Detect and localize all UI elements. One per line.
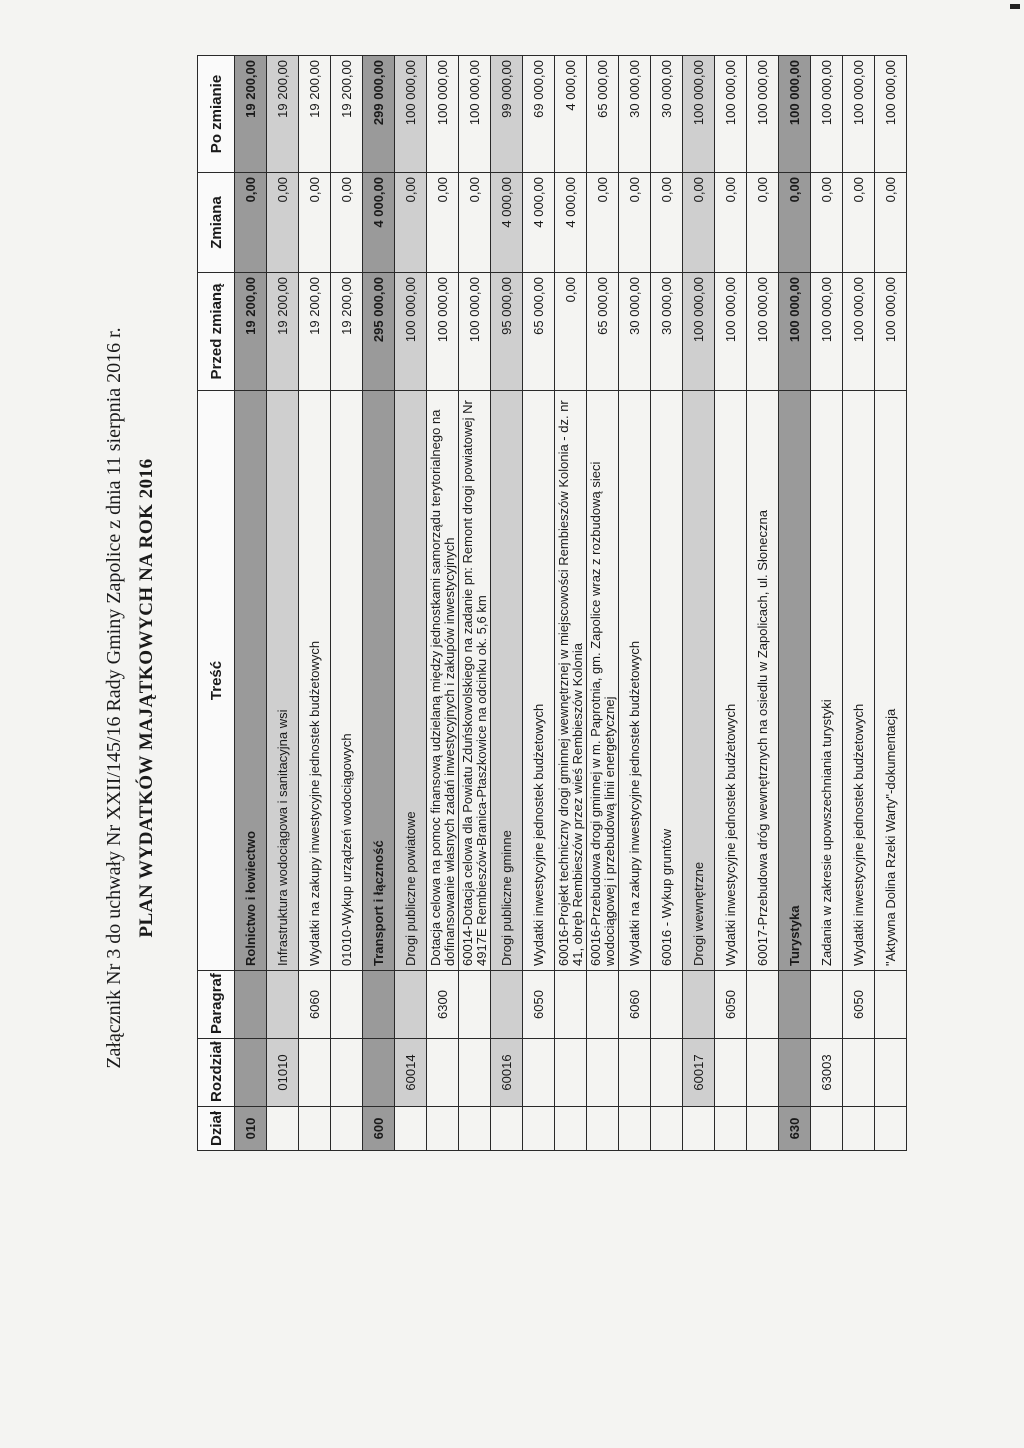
cell-dzial (267, 1107, 299, 1151)
cell-tresc: Zadania w zakresie upowszechniania turystyki (811, 391, 843, 971)
cell-zmiana: 0,00 (235, 173, 267, 273)
cell-tresc: 60014-Dotacja celowa dla Powiatu Zduńskowolskiego na zadanie pn: Remont drogi powiatowej Nr 4917E Rembieszów-Branica-Ptaszkowice na odcinku ok. 5,6 km (459, 391, 491, 971)
cell-dzial (651, 1107, 683, 1151)
cell-po-zmianie: 30 000,00 (619, 56, 651, 173)
table-row (555, 56, 587, 1151)
cell-zmiana: 4 000,00 (363, 173, 395, 273)
cell-po-zmianie: 69 000,00 (523, 56, 555, 173)
cell-rozdzial (715, 1039, 747, 1107)
cell-zmiana: 0,00 (651, 173, 683, 273)
cell-przed-zmiana: 295 000,00 (363, 273, 395, 391)
cell-przed-zmiana: 19 200,00 (235, 273, 267, 391)
cell-tresc: Drogi wewnętrzne (683, 391, 715, 971)
cell-tresc: Transport i łączność (363, 391, 395, 971)
cell-przed-zmiana: 100 000,00 (811, 273, 843, 391)
cell-dzial (299, 1107, 331, 1151)
cell-tresc: Dotacja celowa na pomoc finansową udzielaną między jednostkami samorządu terytorialnego na dofinansowanie własnych zadań inwestycyjnych i zakupów inwestycyjnych (427, 391, 459, 971)
cell-dzial (619, 1107, 651, 1151)
cell-zmiana: 4 000,00 (491, 173, 523, 273)
cell-zmiana: 0,00 (619, 173, 651, 273)
table-row-chapter (267, 56, 299, 1151)
cell-paragraf (235, 971, 267, 1039)
cell-zmiana: 0,00 (587, 173, 619, 273)
cell-paragraf (651, 971, 683, 1039)
cell-paragraf (555, 971, 587, 1039)
cell-zmiana: 0,00 (683, 173, 715, 273)
cell-przed-zmiana: 100 000,00 (843, 273, 875, 391)
cell-po-zmianie: 19 200,00 (235, 56, 267, 173)
cell-po-zmianie: 100 000,00 (715, 56, 747, 173)
cell-rozdzial (651, 1039, 683, 1107)
cell-paragraf (683, 971, 715, 1039)
cell-tresc: Wydatki na zakupy inwestycyjne jednostek budżetowych (299, 391, 331, 971)
table-row-chapter (683, 56, 715, 1151)
table-row (811, 56, 843, 1151)
plan-title: PLAN WYDATKÓW MAJĄTKOWYCH NA ROK 2016 (136, 458, 157, 938)
cell-po-zmianie: 299 000,00 (363, 56, 395, 173)
cell-paragraf (363, 971, 395, 1039)
cell-rozdzial: 63003 (811, 1039, 843, 1107)
table-row (587, 56, 619, 1151)
table-row (747, 56, 779, 1151)
cell-przed-zmiana: 0,00 (555, 273, 587, 391)
cell-po-zmianie: 99 000,00 (491, 56, 523, 173)
cell-przed-zmiana: 100 000,00 (459, 273, 491, 391)
cell-paragraf (491, 971, 523, 1039)
cell-po-zmianie: 100 000,00 (747, 56, 779, 173)
cell-zmiana: 4 000,00 (523, 173, 555, 273)
cell-zmiana: 0,00 (779, 173, 811, 273)
cell-przed-zmiana: 19 200,00 (267, 273, 299, 391)
cell-paragraf: 6050 (523, 971, 555, 1039)
cell-dzial (843, 1107, 875, 1151)
cell-rozdzial (331, 1039, 363, 1107)
column-header-zmiana: Zmiana (198, 173, 235, 273)
column-header-dzial: Dział (198, 1107, 235, 1151)
cell-przed-zmiana: 19 200,00 (299, 273, 331, 391)
cell-dzial (811, 1107, 843, 1151)
cell-tresc: Infrastruktura wodociągowa i sanitacyjna wsi (267, 391, 299, 971)
cell-przed-zmiana: 100 000,00 (427, 273, 459, 391)
cell-paragraf (331, 971, 363, 1039)
cell-zmiana: 0,00 (299, 173, 331, 273)
table-row (619, 56, 651, 1151)
cell-paragraf (779, 971, 811, 1039)
cell-po-zmianie: 19 200,00 (331, 56, 363, 173)
table-row (651, 56, 683, 1151)
column-header-po: Po zmianie (198, 56, 235, 173)
cell-dzial (395, 1107, 427, 1151)
cell-dzial (491, 1107, 523, 1151)
cell-rozdzial (587, 1039, 619, 1107)
cell-rozdzial (779, 1039, 811, 1107)
table-row (843, 56, 875, 1151)
cell-dzial (875, 1107, 907, 1151)
cell-tresc: 60016 - Wykup gruntów (651, 391, 683, 971)
table-row (331, 56, 363, 1151)
cell-zmiana: 0,00 (427, 173, 459, 273)
cell-zmiana: 0,00 (811, 173, 843, 273)
cell-zmiana: 4 000,00 (555, 173, 587, 273)
cell-dzial (747, 1107, 779, 1151)
cell-przed-zmiana: 19 200,00 (331, 273, 363, 391)
table-row-chapter (491, 56, 523, 1151)
cell-przed-zmiana: 100 000,00 (747, 273, 779, 391)
table-row-section (779, 56, 811, 1151)
cell-tresc: Wydatki inwestycyjne jednostek budżetowych (523, 391, 555, 971)
cell-tresc: Drogi publiczne gminne (491, 391, 523, 971)
cell-paragraf (267, 971, 299, 1039)
cell-rozdzial (843, 1039, 875, 1107)
cell-przed-zmiana: 100 000,00 (683, 273, 715, 391)
cell-po-zmianie: 100 000,00 (875, 56, 907, 173)
column-header-paragraf: Paragraf (198, 971, 235, 1039)
table-row-section (363, 56, 395, 1151)
cell-po-zmianie: 100 000,00 (395, 56, 427, 173)
column-header-tresc: Treść (198, 391, 235, 971)
cell-dzial (459, 1107, 491, 1151)
table-row-chapter (395, 56, 427, 1151)
cell-rozdzial (747, 1039, 779, 1107)
cell-dzial: 010 (235, 1107, 267, 1151)
cell-zmiana: 0,00 (395, 173, 427, 273)
cell-dzial: 600 (363, 1107, 395, 1151)
column-header-rozdzial: Rozdział (198, 1039, 235, 1107)
cell-paragraf (395, 971, 427, 1039)
cell-po-zmianie: 4 000,00 (555, 56, 587, 173)
table-row (523, 56, 555, 1151)
cell-przed-zmiana: 100 000,00 (395, 273, 427, 391)
cell-tresc: "Aktywna Dolina Rzeki Warty"-dokumentacja (875, 391, 907, 971)
cell-zmiana: 0,00 (715, 173, 747, 273)
cell-po-zmianie: 19 200,00 (299, 56, 331, 173)
table-row-section (235, 56, 267, 1151)
cell-tresc: Drogi publiczne powiatowe (395, 391, 427, 971)
cell-paragraf (811, 971, 843, 1039)
cell-rozdzial (363, 1039, 395, 1107)
cell-tresc: 60016-Przebudowa drogi gminnej w m. Paprotnia, gm. Zapolice wraz z rozbudową sieci wodociągowej i przebudową linii energetycznej (587, 391, 619, 971)
cell-dzial (587, 1107, 619, 1151)
cell-tresc: Wydatki inwestycyjne jednostek budżetowych (715, 391, 747, 971)
cell-przed-zmiana: 30 000,00 (619, 273, 651, 391)
cell-rozdzial (555, 1039, 587, 1107)
cell-dzial (523, 1107, 555, 1151)
scan-edge-mark (1010, 4, 1020, 9)
cell-rozdzial: 01010 (267, 1039, 299, 1107)
cell-paragraf: 6300 (427, 971, 459, 1039)
cell-paragraf: 6050 (715, 971, 747, 1039)
cell-tresc: Wydatki inwestycyjne jednostek budżetowych (843, 391, 875, 971)
cell-paragraf (459, 971, 491, 1039)
cell-przed-zmiana: 100 000,00 (779, 273, 811, 391)
cell-zmiana: 0,00 (843, 173, 875, 273)
cell-paragraf: 6050 (843, 971, 875, 1039)
expenditure-table (197, 55, 907, 1151)
cell-zmiana: 0,00 (875, 173, 907, 273)
cell-tresc: Wydatki na zakupy inwestycyjne jednostek budżetowych (619, 391, 651, 971)
cell-paragraf: 6060 (619, 971, 651, 1039)
cell-rozdzial (523, 1039, 555, 1107)
cell-rozdzial (459, 1039, 491, 1107)
cell-paragraf: 6060 (299, 971, 331, 1039)
cell-przed-zmiana: 100 000,00 (715, 273, 747, 391)
cell-tresc: 60017-Przebudowa dróg wewnętrznych na osiedlu w Zapolicach, ul. Słoneczna (747, 391, 779, 971)
column-header-przed: Przed zmianą (198, 273, 235, 391)
cell-dzial (555, 1107, 587, 1151)
cell-rozdzial (299, 1039, 331, 1107)
attachment-title: Załącznik Nr 3 do uchwały Nr XXII/145/16 Rady Gminy Zapolice z dnia 11 sierpnia 2016 r. (103, 327, 125, 1069)
cell-przed-zmiana: 95 000,00 (491, 273, 523, 391)
cell-dzial (427, 1107, 459, 1151)
cell-dzial (715, 1107, 747, 1151)
cell-rozdzial (235, 1039, 267, 1107)
cell-rozdzial: 60016 (491, 1039, 523, 1107)
cell-przed-zmiana: 30 000,00 (651, 273, 683, 391)
cell-tresc: 60016-Projekt techniczny drogi gminnej wewnętrznej w miejscowości Rembieszów Kolonia - dz. nr 41, obręb Rembieszów przez wieś Rembieszów Kolonia (555, 391, 587, 971)
cell-przed-zmiana: 65 000,00 (523, 273, 555, 391)
table-row (427, 56, 459, 1151)
cell-dzial (331, 1107, 363, 1151)
cell-rozdzial: 60017 (683, 1039, 715, 1107)
cell-rozdzial: 60014 (395, 1039, 427, 1107)
cell-po-zmianie: 100 000,00 (459, 56, 491, 173)
cell-zmiana: 0,00 (459, 173, 491, 273)
cell-zmiana: 0,00 (267, 173, 299, 273)
cell-rozdzial (875, 1039, 907, 1107)
cell-po-zmianie: 100 000,00 (843, 56, 875, 173)
table-row (299, 56, 331, 1151)
table-row (715, 56, 747, 1151)
cell-przed-zmiana: 65 000,00 (587, 273, 619, 391)
cell-tresc: Rolnictwo i łowiectwo (235, 391, 267, 971)
cell-po-zmianie: 19 200,00 (267, 56, 299, 173)
cell-po-zmianie: 30 000,00 (651, 56, 683, 173)
cell-paragraf (587, 971, 619, 1039)
cell-paragraf (747, 971, 779, 1039)
cell-po-zmianie: 100 000,00 (779, 56, 811, 173)
cell-przed-zmiana: 100 000,00 (875, 273, 907, 391)
cell-po-zmianie: 65 000,00 (587, 56, 619, 173)
table-body (235, 56, 907, 1151)
cell-zmiana: 0,00 (747, 173, 779, 273)
cell-dzial (683, 1107, 715, 1151)
table-row (875, 56, 907, 1151)
cell-po-zmianie: 100 000,00 (427, 56, 459, 173)
cell-rozdzial (427, 1039, 459, 1107)
table-row (459, 56, 491, 1151)
cell-paragraf (875, 971, 907, 1039)
cell-tresc: 01010-Wykup urządzeń wodociągowych (331, 391, 363, 971)
cell-tresc: Turystyka (779, 391, 811, 971)
cell-dzial: 630 (779, 1107, 811, 1151)
cell-po-zmianie: 100 000,00 (811, 56, 843, 173)
cell-rozdzial (619, 1039, 651, 1107)
cell-po-zmianie: 100 000,00 (683, 56, 715, 173)
table-header-row (198, 56, 235, 1151)
cell-zmiana: 0,00 (331, 173, 363, 273)
